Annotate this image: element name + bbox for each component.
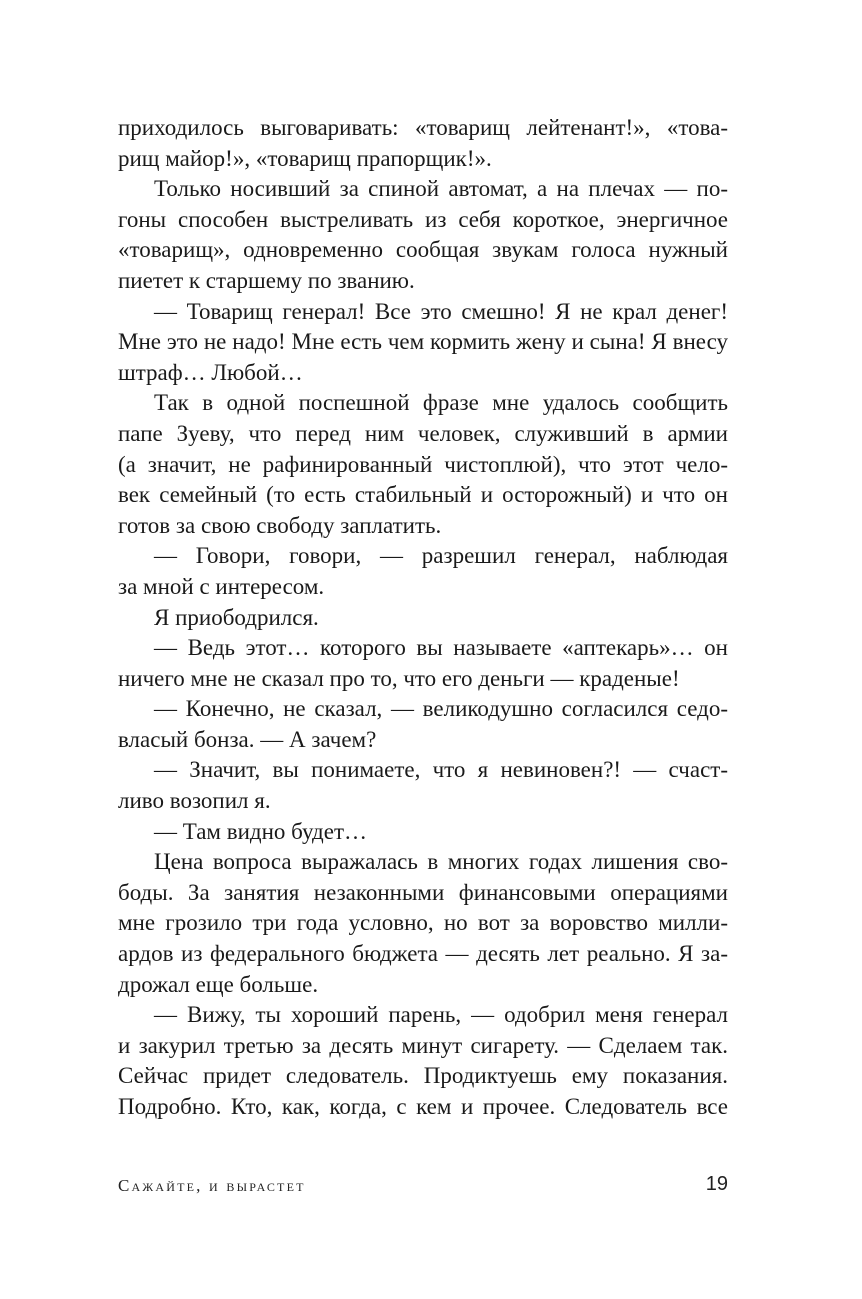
paragraph bbox=[118, 817, 728, 848]
text-line: папе Зуеву, что перед ним человек, служивший в армии bbox=[118, 420, 728, 446]
text-line: готов за свою свободу заплатить. bbox=[118, 512, 442, 538]
paragraph bbox=[118, 113, 728, 174]
paragraph bbox=[118, 603, 728, 634]
text-line: Я приободрился. bbox=[154, 604, 319, 630]
text-line: приходилось выговаривать: «товарищ лейтенант!», «това- bbox=[118, 115, 728, 140]
text-line: Только носивший за спиной автомат, а на плечах — по- bbox=[154, 176, 728, 202]
text-line: ничего мне не сказал про то, что его деньги — краденые! bbox=[118, 665, 680, 691]
paragraph bbox=[118, 388, 728, 541]
paragraph bbox=[118, 1000, 728, 1122]
paragraph bbox=[118, 755, 728, 816]
paragraph bbox=[118, 174, 728, 296]
text-line: боды. За занятия незаконными финансовыми операциями bbox=[118, 879, 728, 905]
page-number: 19 bbox=[705, 1173, 728, 1195]
text-line: гоны способен выстреливать из себя короткое, энергичное bbox=[118, 206, 728, 232]
text-line: — Значит, вы понимаете, что я невиновен?! — счаст- bbox=[154, 757, 728, 783]
text-line: «товарищ», одновременно сообщая звукам голоса нужный bbox=[118, 237, 728, 263]
text-line: (а значит, не рафинированный чистоплюй), что этот чело- bbox=[118, 451, 728, 477]
text-line: Мне это не надо! Мне есть чем кормить жену и сына! Я внесу bbox=[118, 329, 728, 355]
text-line: власый бонза. — А зачем? bbox=[118, 726, 377, 752]
text-line: — Конечно, не сказал, — великодушно согласился седо- bbox=[154, 696, 728, 722]
text-line: — Говори, говори, — разрешил генерал, наблюдая bbox=[154, 543, 728, 569]
text-line: и закурил третью за десять минут сигарету. — Сделаем так. bbox=[118, 1032, 728, 1058]
running-footer-book-title: Сажайте, и вырастет bbox=[118, 1176, 306, 1195]
paragraph bbox=[118, 297, 728, 389]
text-line: — Вижу, ты хороший парень, — одобрил меня генерал bbox=[154, 1002, 728, 1028]
text-line: штраф… Любой… bbox=[118, 359, 303, 385]
text-line: век семейный (то есть стабильный и осторожный) и что он bbox=[118, 482, 728, 508]
text-line: ливо возопил я. bbox=[118, 788, 271, 814]
text-line: за мной с интересом. bbox=[118, 573, 325, 599]
text-line: — Товарищ генерал! Все это смешно! Я не крал денег! bbox=[154, 298, 728, 324]
paragraph bbox=[118, 541, 728, 602]
paragraph bbox=[118, 847, 728, 1000]
text-line: Так в одной поспешной фразе мне удалось сообщить bbox=[154, 390, 728, 416]
text-line: пиетет к старшему по званию. bbox=[118, 267, 415, 293]
text-line: — Ведь этот… которого вы называете «аптекарь»… он bbox=[154, 635, 728, 661]
page-body-text bbox=[118, 113, 728, 1123]
text-line: ардов из федерального бюджета — десять лет реально. Я за- bbox=[118, 941, 728, 967]
text-line: — Там видно будет… bbox=[154, 818, 368, 844]
text-line: Подробно. Кто, как, когда, с кем и прочее. Следователь все bbox=[118, 1094, 728, 1119]
text-line: Цена вопроса выражалась в многих годах лишения сво- bbox=[154, 849, 728, 875]
text-line: рищ майор!», «товарищ прапорщик!». bbox=[118, 145, 492, 171]
text-line: дрожал еще больше. bbox=[118, 971, 319, 997]
paragraph bbox=[118, 633, 728, 694]
text-line: мне грозило три года условно, но вот за воровство милли- bbox=[118, 910, 728, 936]
text-line: Сейчас придет следователь. Продиктуешь ему показания. bbox=[118, 1063, 728, 1089]
paragraph bbox=[118, 694, 728, 755]
